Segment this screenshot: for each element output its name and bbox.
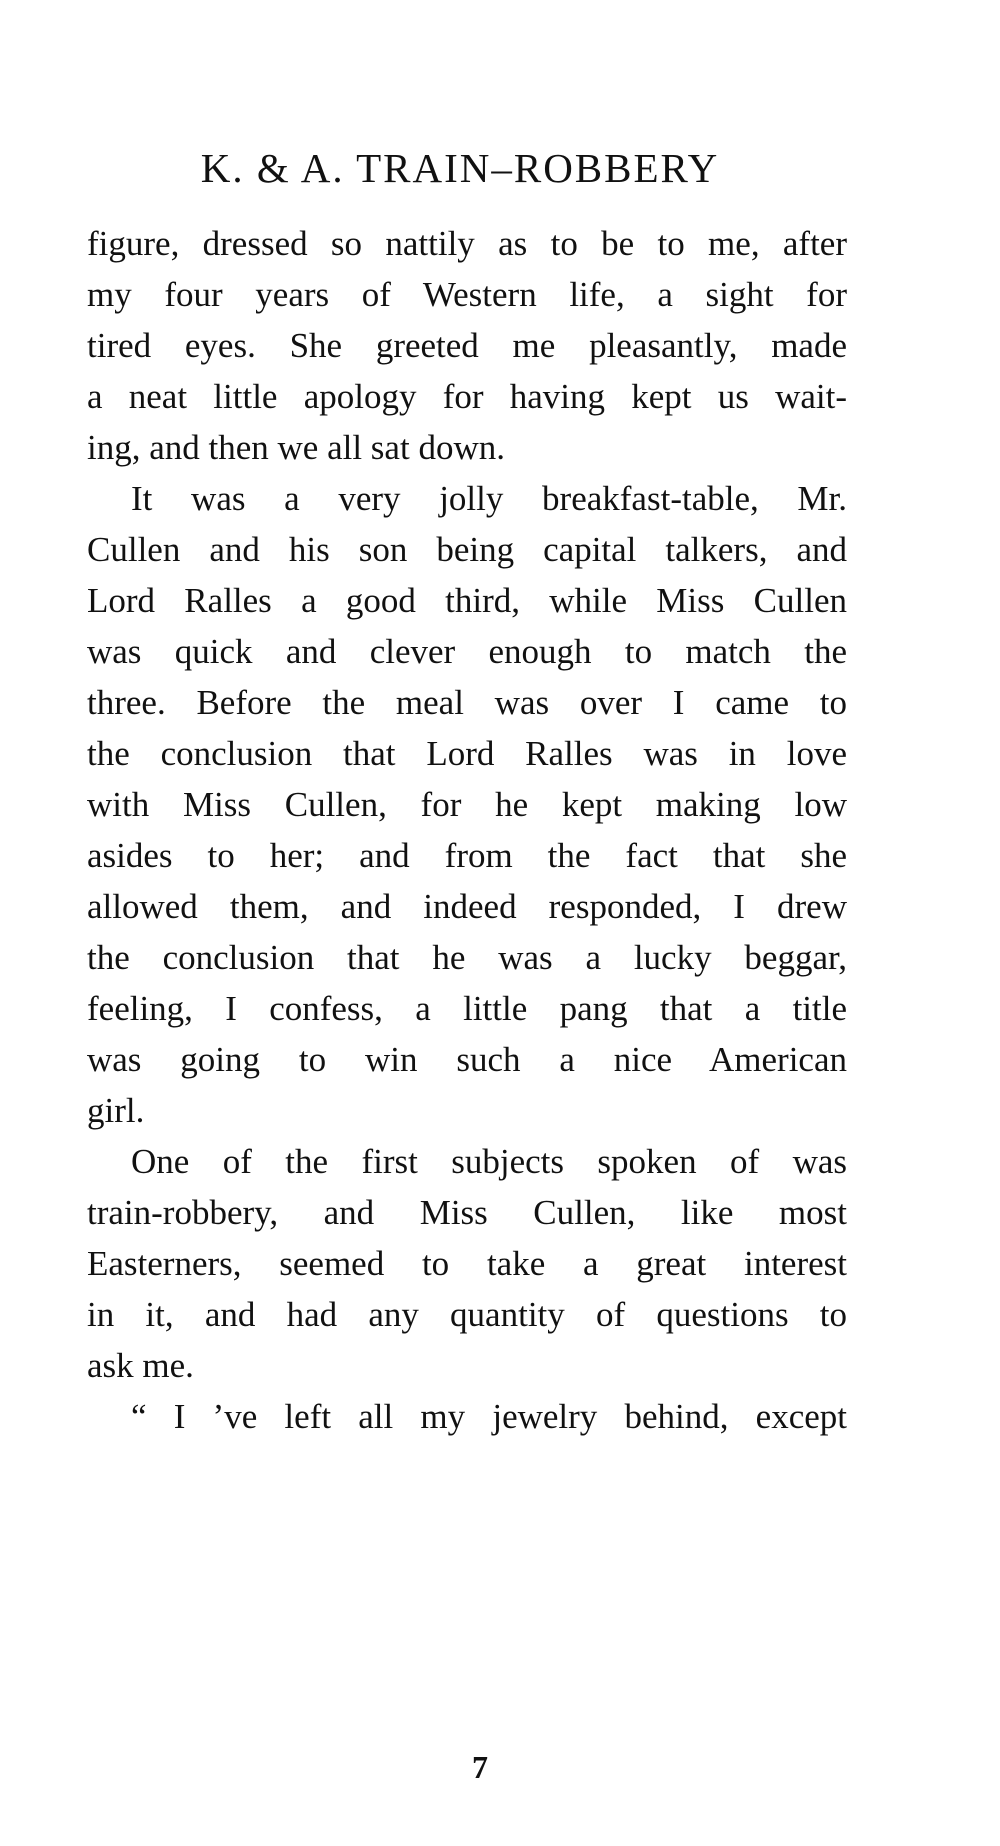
text-line: was going to win such a nice American <box>87 1040 847 1079</box>
text-line: the conclusion that he was a lucky beggar, <box>87 938 847 977</box>
body-text <box>87 218 847 1442</box>
page-number: 7 <box>472 1749 488 1785</box>
text-line: girl. <box>87 1091 145 1130</box>
text-line: asides to her; and from the fact that she <box>87 836 847 875</box>
text-line: ask me. <box>87 1346 194 1385</box>
text-line: the conclusion that Lord Ralles was in love <box>87 734 847 773</box>
text-line: with Miss Cullen, for he kept making low <box>87 785 847 824</box>
text-line: three. Before the meal was over I came to <box>87 683 847 722</box>
text-line: in it, and had any quantity of questions to <box>87 1295 847 1334</box>
text-line: ing, and then we all sat down. <box>87 428 505 467</box>
running-head <box>0 138 1000 198</box>
text-line: Easterners, seemed to take a great interest <box>87 1244 847 1283</box>
text-line: my four years of Western life, a sight for <box>87 275 847 314</box>
text-line: Cullen and his son being capital talkers, and <box>87 530 847 569</box>
text-line: “ I ’ve left all my jewelry behind, except <box>131 1397 847 1436</box>
text-line: tired eyes. She greeted me pleasantly, made <box>87 326 847 365</box>
text-line: a neat little apology for having kept us wait- <box>87 377 847 416</box>
text-line: One of the first subjects spoken of was <box>131 1142 847 1181</box>
text-line: It was a very jolly breakfast-table, Mr. <box>131 479 847 518</box>
text-line: was quick and clever enough to match the <box>87 632 847 671</box>
text-line: allowed them, and indeed responded, I drew <box>87 887 847 926</box>
text-line: feeling, I confess, a little pang that a title <box>87 989 847 1028</box>
text-line: Lord Ralles a good third, while Miss Cullen <box>87 581 847 620</box>
running-head-text: K. & A. TRAIN–ROBBERY <box>200 145 720 191</box>
text-line: train-robbery, and Miss Cullen, like most <box>87 1193 847 1232</box>
text-line: figure, dressed so nattily as to be to me, after <box>87 224 847 263</box>
